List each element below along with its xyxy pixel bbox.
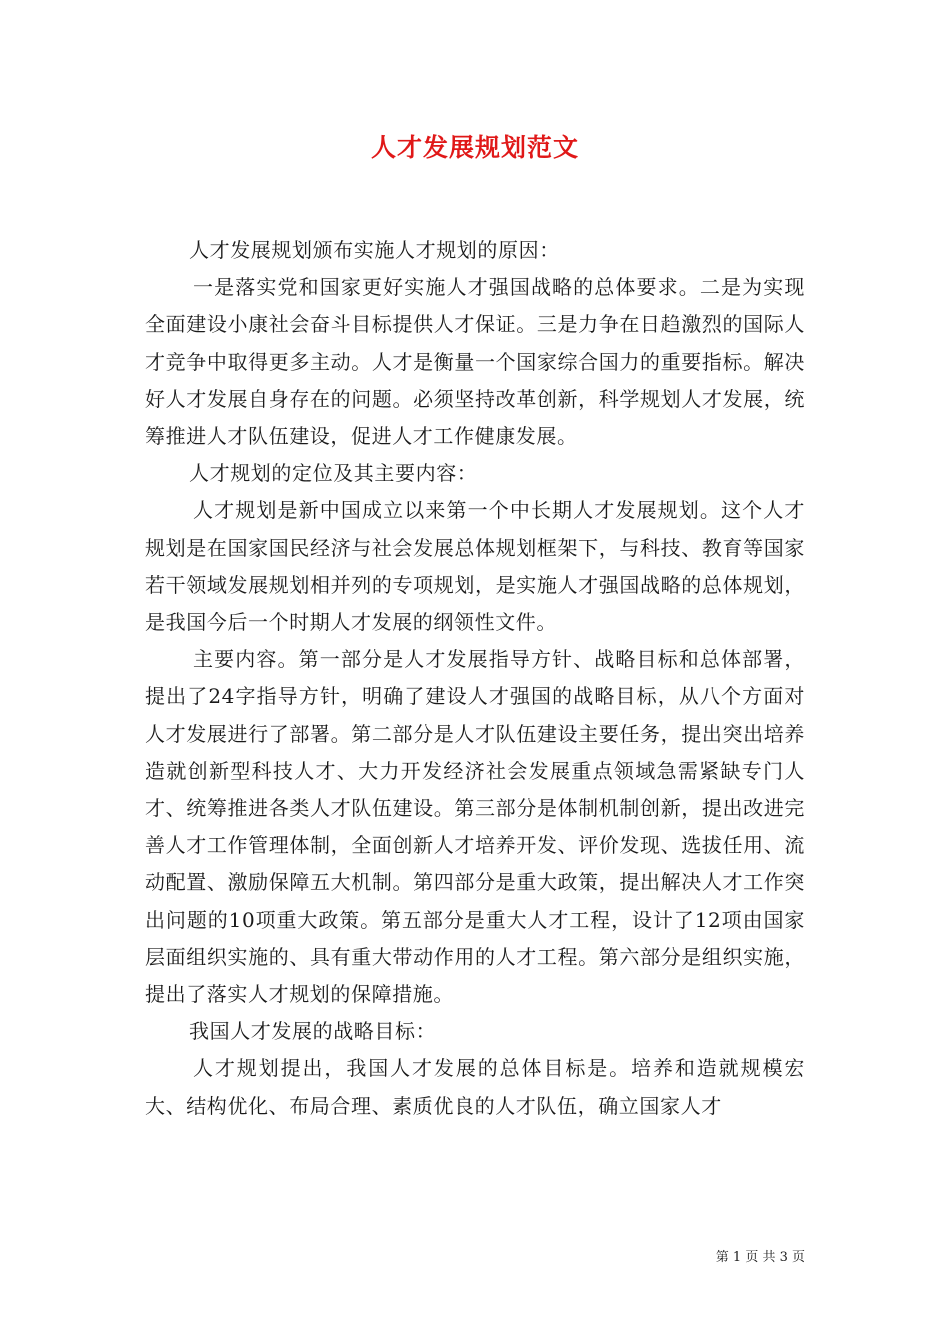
paragraph-main-content: 主要内容。第一部分是人才发展指导方针、战略目标和总体部署，提出了24字指导方针，明确了建设人才强国的战略目标，从八个方面对人才发展进行了部署。第二部分是人才队伍建设主要任务，提出突出培养造就创新型科技人才、大力开发经济社会发展重点领域急需紧缺专门人才、统筹推进各类人才队伍建设。第三部分是体制机制创新，提出改进完善人才工作管理体制，全面创新人才培养开发、评价发现、选拔任用、流动配置、激励保障五大机制。第四部分是重大政策，提出解决人才工作突出问题的10项重大政策。第五部分是重大人才工程，设计了12项由国家层面组织实施的、具有重大带动作用的人才工程。第六部分是组织实施，提出了落实人才规划的保障措施。 [145,647,805,1007]
paragraph-goals: 人才规划提出，我国人才发展的总体目标是。培养和造就规模宏大、结构优化、布局合理、素质优良的人才队伍，确立国家人才 [145,1056,805,1118]
paragraph-heading-goals: 我国人才发展的战略目标： [189,1019,437,1044]
paragraph-heading-positioning: 人才规划的定位及其主要内容： [189,461,478,486]
paragraph-reasons: 一是落实党和国家更好实施人才强国战略的总体要求。二是为实现全面建设小康社会奋斗目标提供人才保证。三是力争在日趋激烈的国际人才竞争中取得更多主动。人才是衡量一个国家综合国力的重要指标。解决好人才发展自身存在的问题。必须坚持改革创新，科学规划人才发展，统筹推进人才队伍建设，促进人才工作健康发展。 [145,275,805,449]
paragraph-positioning: 人才规划是新中国成立以来第一个中长期人才发展规划。这个人才规划是在国家国民经济与社会发展总体规划框架下，与科技、教育等国家若干领域发展规划相并列的专项规划，是实施人才强国战略的总体规划，是我国今后一个时期人才发展的纲领性文件。 [145,498,805,635]
document-title: 人才发展规划范文 [370,133,579,162]
page-indicator: 第 1 页 共 3 页 [715,1250,805,1265]
paragraph-heading-reasons: 人才发展规划颁布实施人才规划的原因： [189,238,560,262]
document-body [145,232,805,1125]
